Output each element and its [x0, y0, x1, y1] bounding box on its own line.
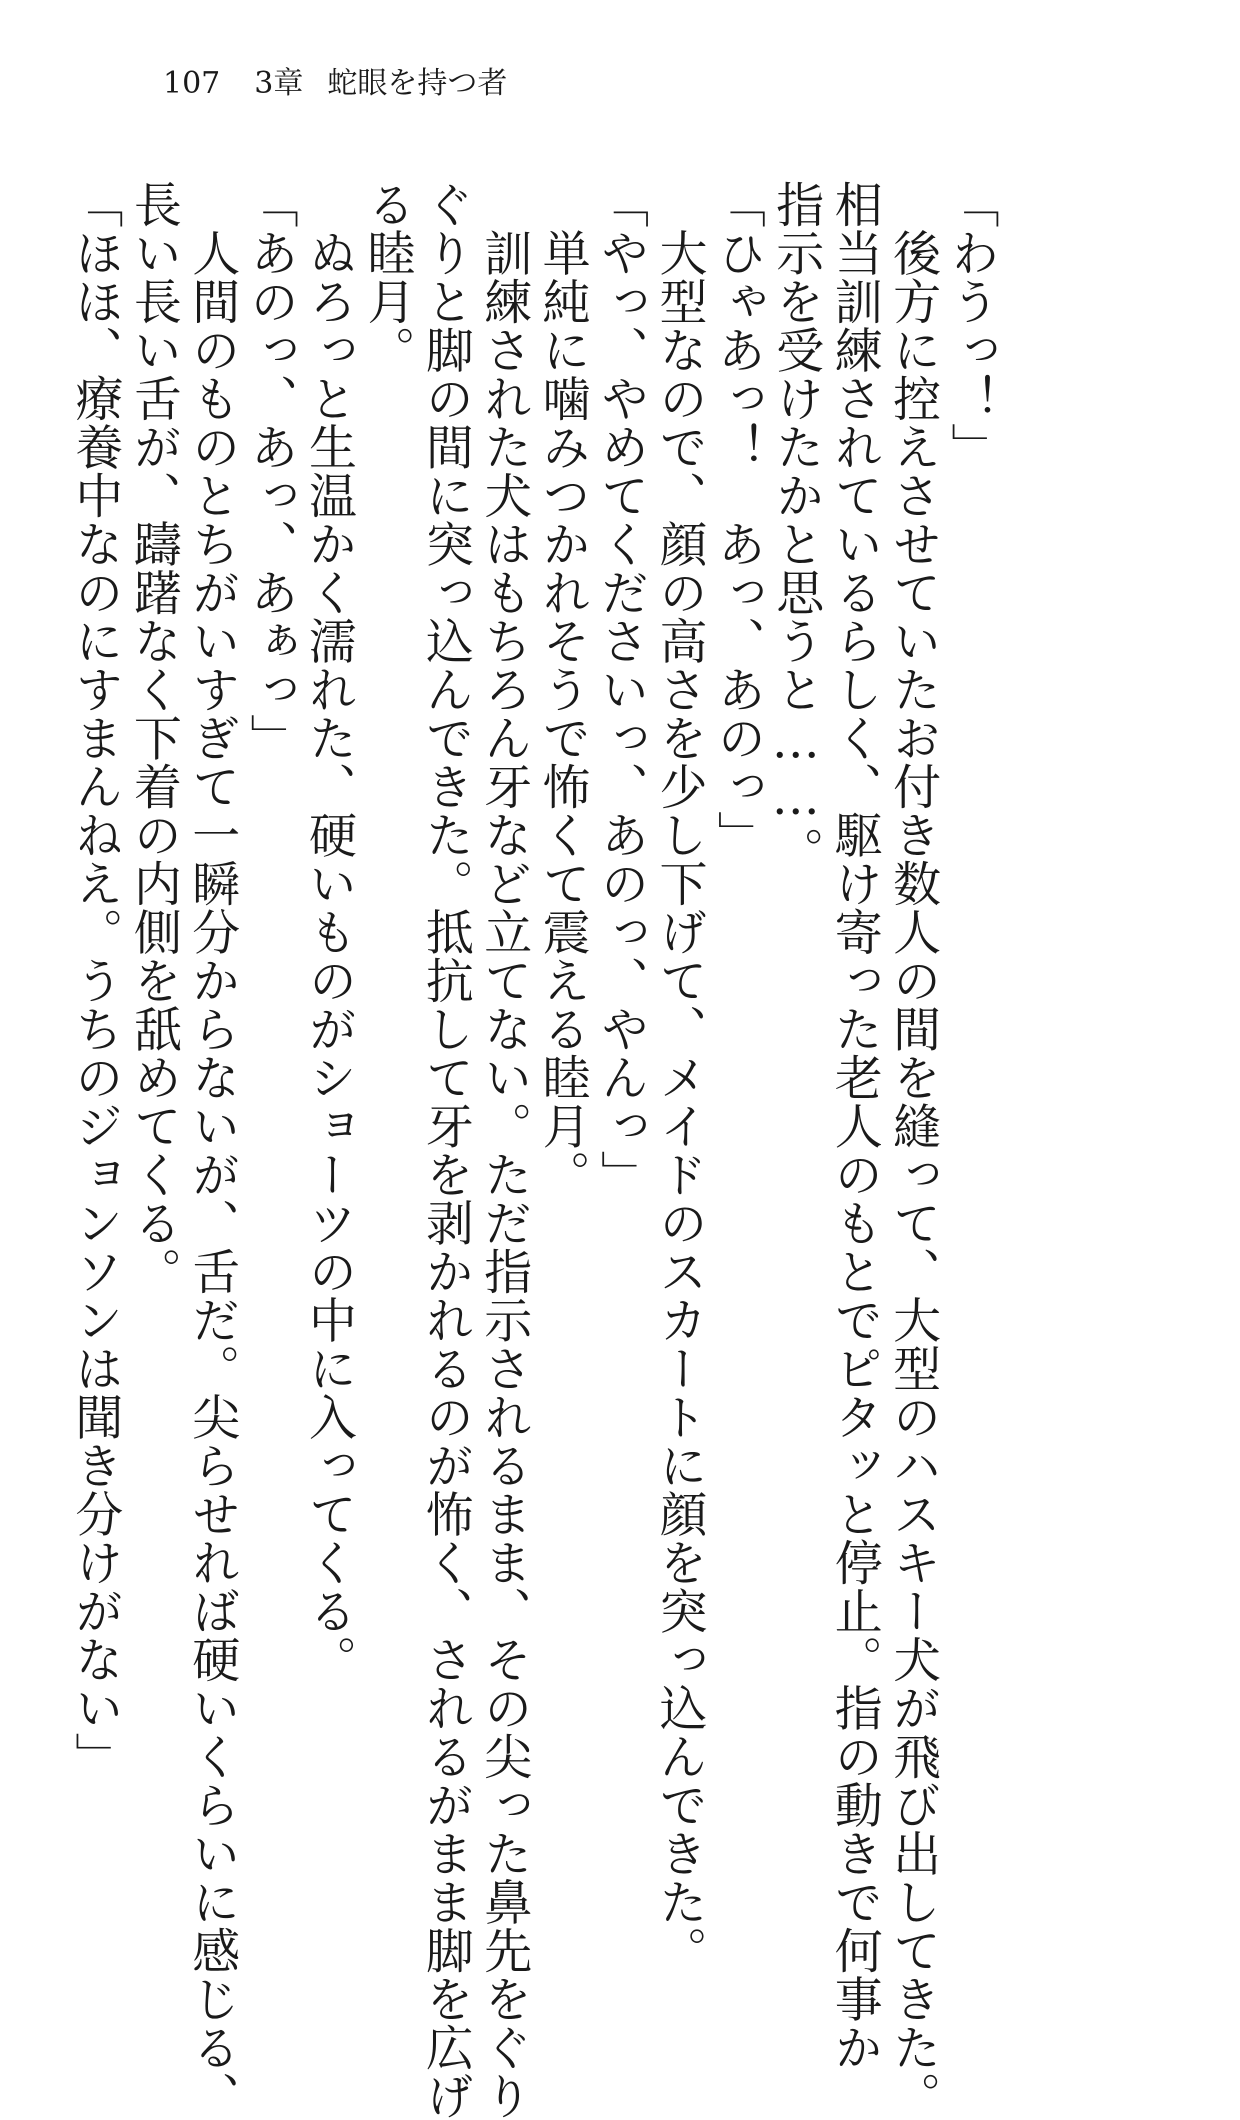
text-line: 訓練された犬はもちろん牙など立てない。ただ指示されるまま、その尖った鼻先をぐり: [475, 180, 532, 2120]
text-line: 「ほほ、療養中なのにすまんねえ。うちのジョンソンは聞き分けがない」: [66, 180, 123, 1781]
chapter-title: 蛇眼を持つ者: [327, 66, 508, 101]
chapter-label: 3章: [254, 66, 304, 101]
text-line: 「やっ、やめてくださいっ、あのっ、やんっ」: [592, 180, 649, 1199]
text-line: 「あのっ、あっ、あぁっ」: [242, 180, 299, 762]
body-text: [66, 180, 1001, 2120]
text-line: 後方に控えさせていたお付き数人の間を縫って、大型のハスキー犬が飛び出してきた。: [884, 180, 941, 2120]
text-line: ぬろっと生温かく濡れた、硬いものがショーツの中に入ってくる。: [300, 180, 357, 1684]
text-line: る睦月。: [358, 180, 415, 374]
text-line: 相当訓練されているらしく、駆け寄った老人のもとでピタッと停止。指の動きで何事か: [826, 180, 883, 2072]
text-line: 人間のものとちがいすぎて一瞬分からないが、舌だ。尖らせれば硬いくらいに感じる、: [183, 180, 240, 2120]
text-line: 長い長い舌が、躊躇なく下着の内側を舐めてくる。: [125, 180, 182, 1296]
text-line: ぐりと脚の間に突っ込んできた。抵抗して牙を剥かれるのが怖く、されるがまま脚を広げ: [417, 180, 474, 2120]
text-line: 単純に噛みつかれそうで怖くて震える睦月。: [534, 180, 591, 1199]
running-header: [163, 64, 507, 104]
text-line: 「わうっ！」: [943, 180, 999, 471]
text-line: 指示を受けたかと思うと……。: [767, 180, 824, 875]
text-line: 大型なので、顔の高さを少し下げて、メイドのスカートに顔を突っ込んできた。: [650, 180, 707, 1975]
page-number: 107: [163, 66, 221, 101]
text-line: 「ひゃあっ！ あっ、あのっ」: [709, 180, 766, 859]
